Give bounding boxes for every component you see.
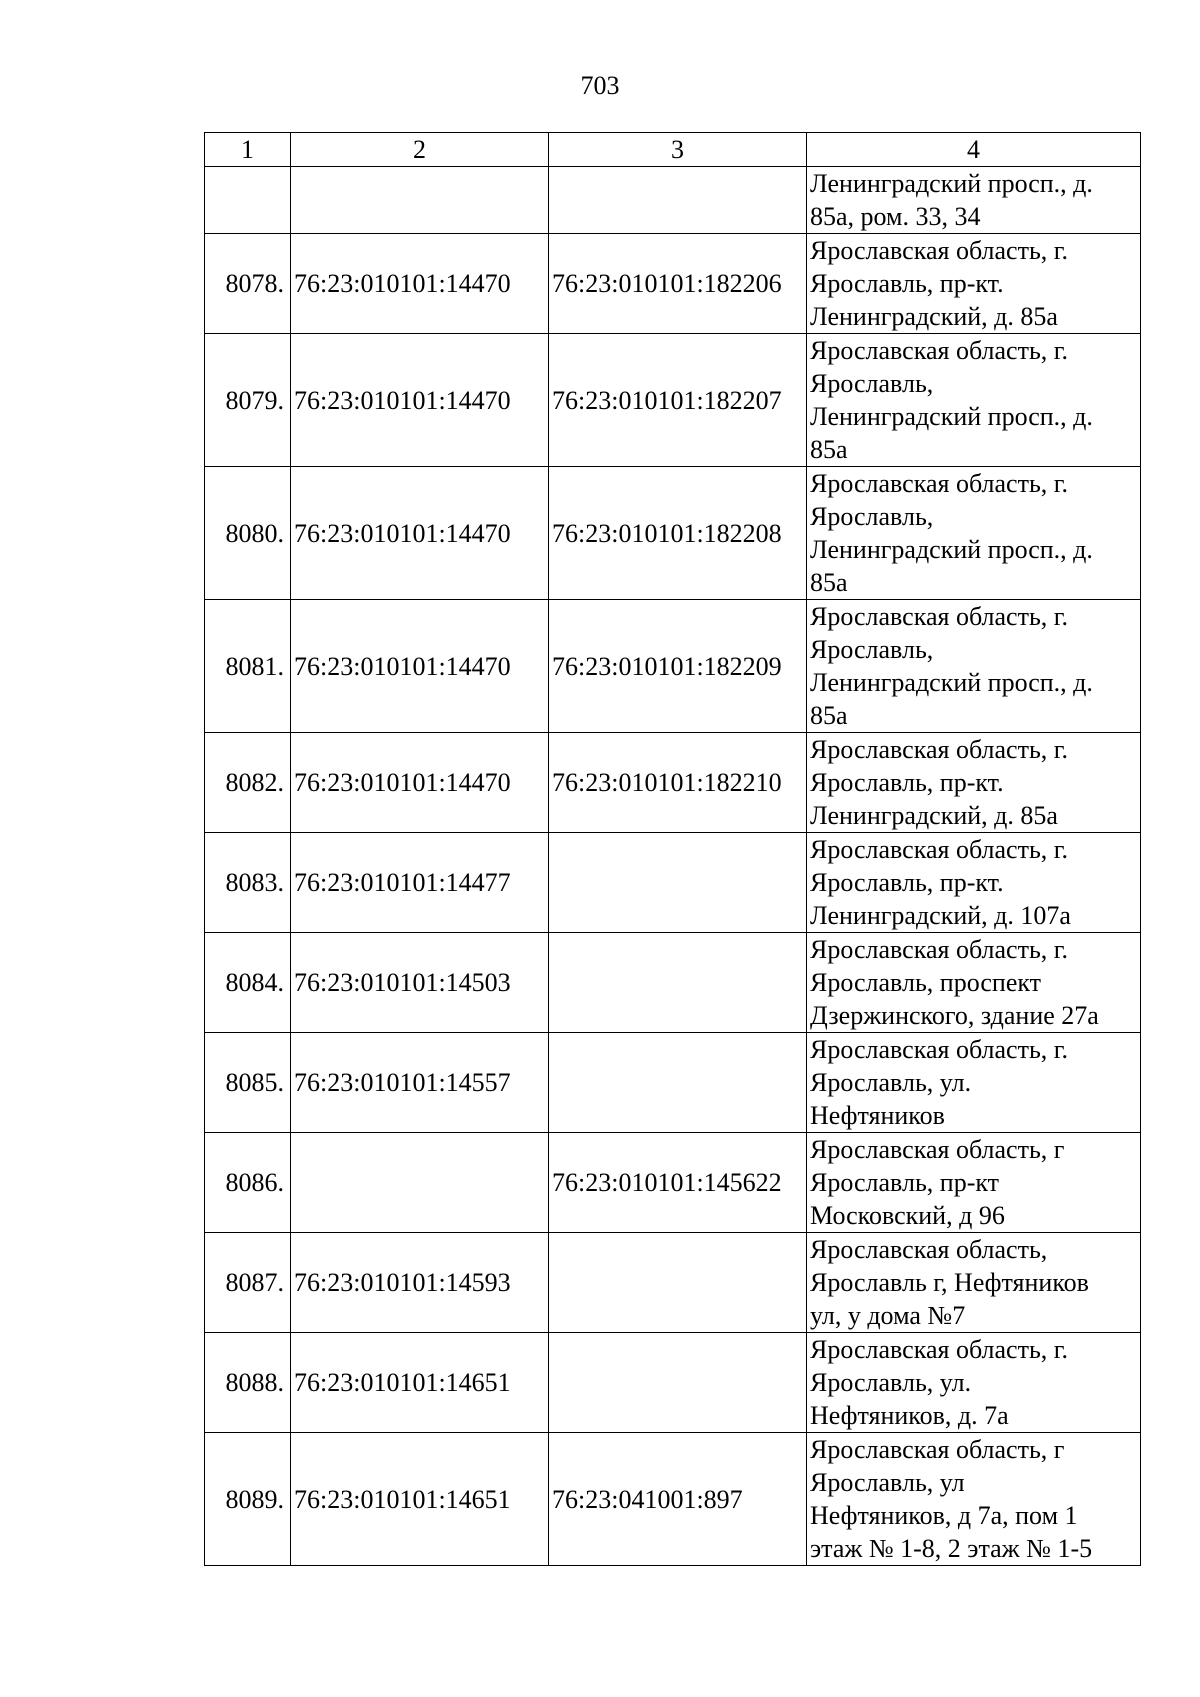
row-number-cell: 8088. bbox=[205, 1333, 291, 1433]
table-row bbox=[205, 600, 1141, 733]
row-number-cell: 8078. bbox=[205, 234, 291, 334]
cadastral-number-cell: 76:23:010101:14470 bbox=[291, 600, 549, 733]
row-number-cell: 8081. bbox=[205, 600, 291, 733]
row-number-cell: 8085. bbox=[205, 1033, 291, 1133]
address-cell: Ленинградский просп., д. 85а, ром. 33, 34 bbox=[807, 167, 1141, 234]
row-number-cell: 8086. bbox=[205, 1133, 291, 1233]
cadastral-number-cell: 76:23:010101:14593 bbox=[291, 1233, 549, 1333]
table-body bbox=[205, 167, 1141, 1566]
cadastral-number-cell bbox=[549, 1333, 807, 1433]
table-row bbox=[205, 1233, 1141, 1333]
table-row bbox=[205, 1333, 1141, 1433]
cadastral-number-cell: 76:23:010101:14470 bbox=[291, 234, 549, 334]
cadastral-number-cell: 76:23:010101:14477 bbox=[291, 833, 549, 933]
address-cell: Ярославская область, г. Ярославль, ул. Нефтяников, д. 7а bbox=[807, 1333, 1141, 1433]
table-row bbox=[205, 467, 1141, 600]
row-number-cell bbox=[205, 167, 291, 234]
cadastral-number-cell bbox=[549, 833, 807, 933]
row-number-cell: 8080. bbox=[205, 467, 291, 600]
table-row bbox=[205, 1033, 1141, 1133]
cadastral-number-cell: 76:23:010101:182206 bbox=[549, 234, 807, 334]
cadastral-number-cell: 76:23:010101:14557 bbox=[291, 1033, 549, 1133]
cadastral-number-cell: 76:23:010101:14651 bbox=[291, 1433, 549, 1566]
row-number-cell: 8089. bbox=[205, 1433, 291, 1566]
table-row bbox=[205, 1133, 1141, 1233]
cadastral-number-cell: 76:23:010101:14470 bbox=[291, 467, 549, 600]
address-cell: Ярославская область, г. Ярославль, Ленинградский просп., д. 85а bbox=[807, 467, 1141, 600]
table-row bbox=[205, 1433, 1141, 1566]
cadastral-number-cell: 76:23:010101:182209 bbox=[549, 600, 807, 733]
address-cell: Ярославская область, г. Ярославль, Ленинградский просп., д. 85а bbox=[807, 334, 1141, 467]
cadastral-number-cell: 76:23:010101:14470 bbox=[291, 334, 549, 467]
address-cell: Ярославская область, Ярославль г, Нефтяников ул, у дома №7 bbox=[807, 1233, 1141, 1333]
row-number-cell: 8083. bbox=[205, 833, 291, 933]
address-cell: Ярославская область, г. Ярославль, Ленинградский просп., д. 85а bbox=[807, 600, 1141, 733]
cadastral-number-cell: 76:23:010101:14651 bbox=[291, 1333, 549, 1433]
cadastral-number-cell: 76:23:010101:14470 bbox=[291, 733, 549, 833]
address-cell: Ярославская область, г. Ярославль, проспект Дзержинского, здание 27а bbox=[807, 933, 1141, 1033]
cadastral-number-cell: 76:23:010101:182210 bbox=[549, 733, 807, 833]
address-cell: Ярославская область, г. Ярославль, ул. Нефтяников bbox=[807, 1033, 1141, 1133]
table-header bbox=[205, 133, 1141, 167]
table-row bbox=[205, 334, 1141, 467]
table-row bbox=[205, 733, 1141, 833]
table-row bbox=[205, 833, 1141, 933]
row-number-cell: 8084. bbox=[205, 933, 291, 1033]
cadastral-number-cell bbox=[291, 1133, 549, 1233]
address-cell: Ярославская область, г Ярославль, пр-кт Московский, д 96 bbox=[807, 1133, 1141, 1233]
table-row bbox=[205, 234, 1141, 334]
header-row bbox=[205, 133, 1141, 167]
cadastral-number-cell bbox=[549, 933, 807, 1033]
cadastral-number-cell bbox=[549, 167, 807, 234]
address-cell: Ярославская область, г. Ярославль, пр-кт. Ленинградский, д. 107а bbox=[807, 833, 1141, 933]
address-cell: Ярославская область, г Ярославль, ул Нефтяников, д 7а, пом 1 этаж № 1-8, 2 этаж № 1-5 bbox=[807, 1433, 1141, 1566]
cadastral-number-cell: 76:23:010101:182208 bbox=[549, 467, 807, 600]
cadastral-number-cell: 76:23:010101:145622 bbox=[549, 1133, 807, 1233]
address-cell: Ярославская область, г. Ярославль, пр-кт. Ленинградский, д. 85а bbox=[807, 234, 1141, 334]
row-number-cell: 8082. bbox=[205, 733, 291, 833]
row-number-cell: 8087. bbox=[205, 1233, 291, 1333]
cadastral-number-cell: 76:23:041001:897 bbox=[549, 1433, 807, 1566]
header-col-2: 2 bbox=[291, 133, 549, 167]
header-col-3: 3 bbox=[549, 133, 807, 167]
cadastral-number-cell: 76:23:010101:14503 bbox=[291, 933, 549, 1033]
address-cell: Ярославская область, г. Ярославль, пр-кт. Ленинградский, д. 85а bbox=[807, 733, 1141, 833]
cadastral-number-cell: 76:23:010101:182207 bbox=[549, 334, 807, 467]
header-col-1: 1 bbox=[205, 133, 291, 167]
registry-table bbox=[204, 132, 1141, 1566]
cadastral-number-cell bbox=[549, 1033, 807, 1133]
table-row bbox=[205, 933, 1141, 1033]
cadastral-number-cell bbox=[291, 167, 549, 234]
table-row bbox=[205, 167, 1141, 234]
cadastral-number-cell bbox=[549, 1233, 807, 1333]
page-number: 703 bbox=[580, 71, 620, 100]
header-col-4: 4 bbox=[807, 133, 1141, 167]
row-number-cell: 8079. bbox=[205, 334, 291, 467]
